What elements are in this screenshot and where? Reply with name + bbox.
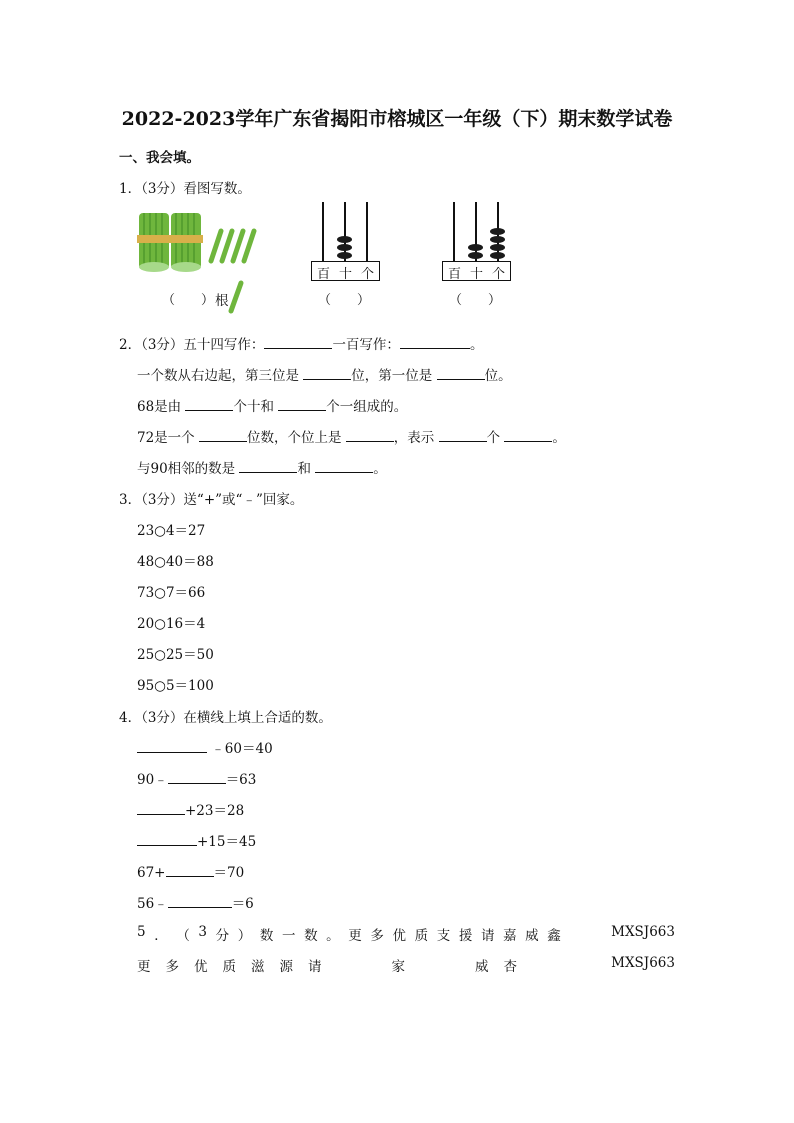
page-title: 2022-2023学年广东省揭阳市榕城区一年级（下）期末数学试卷 — [121, 108, 673, 130]
fill-item-text: ＝70 — [213, 865, 245, 881]
answer-blank[interactable] — [504, 427, 552, 442]
abacus-1-label-hundreds: 百 — [317, 267, 331, 282]
section-heading: 一、我会填。 — [119, 150, 200, 166]
char: 滋 — [251, 959, 265, 975]
equation-item[interactable]: 23○4＝27 — [137, 523, 206, 539]
question-2-text: 与90相邻的数是 — [137, 461, 236, 477]
equation-item[interactable]: 48○40＝88 — [137, 554, 214, 570]
char: 。 — [326, 928, 340, 944]
fill-item — [137, 861, 244, 881]
question-2-line-5 — [137, 457, 387, 477]
char: 3 — [198, 924, 208, 940]
question-5-line-1-chars — [137, 924, 561, 944]
char: 请 — [308, 959, 322, 975]
char: 优 — [194, 959, 208, 975]
char: 质 — [414, 928, 429, 944]
char: 请 — [480, 928, 495, 944]
question-2-text: 一百写作： — [332, 337, 400, 353]
question-2-label: 2．（3分）五十四写作： — [119, 337, 265, 353]
char: 杏 — [503, 959, 517, 975]
equation-item[interactable]: 20○16＝4 — [137, 616, 206, 632]
answer-blank[interactable] — [400, 334, 470, 349]
answer-blank[interactable] — [239, 458, 297, 473]
question-2-line-2 — [137, 364, 512, 384]
char: （ — [176, 928, 190, 944]
char: 数 — [304, 928, 318, 944]
char: 一 — [281, 928, 296, 944]
answer-blank[interactable] — [199, 427, 247, 442]
question-2-text: 。 — [552, 430, 566, 446]
char: 多 — [370, 928, 384, 944]
fill-item-text: 56﹣ — [137, 896, 168, 912]
char: 威 — [525, 928, 539, 944]
question-5-code: MXSJ663 — [611, 924, 675, 940]
question-2-text: 。 — [373, 461, 387, 477]
char: 更 — [137, 959, 151, 975]
char: 支 — [436, 928, 451, 944]
char: 源 — [279, 959, 293, 975]
sticks-answer-unit: 根 — [215, 293, 229, 309]
sticks-answer-paren: （ ） — [162, 293, 215, 308]
question-2-text: ，表示 — [393, 430, 435, 446]
char: 多 — [165, 959, 179, 975]
fill-item — [137, 737, 273, 757]
question-2-text: 个一组成的。 — [326, 399, 408, 415]
question-2-text: 68是由 — [137, 399, 182, 415]
question-2-text: 个十和 — [233, 399, 274, 415]
question-2-text: 位。 — [484, 368, 512, 384]
char: ． — [154, 928, 168, 944]
question-4-label: 4．（3分）在横线上填上合适的数。 — [119, 710, 332, 726]
answer-blank[interactable] — [315, 458, 373, 473]
question-2-text: 。 — [469, 337, 484, 353]
answer-blank[interactable] — [346, 427, 394, 442]
question-2-text: 个 — [486, 430, 501, 446]
question-5-line-2-chars — [137, 955, 517, 975]
abacus-1-label-tens: 十 — [339, 267, 353, 282]
char: 嘉 — [503, 928, 517, 944]
char: 援 — [458, 928, 473, 944]
answer-blank[interactable] — [137, 738, 207, 753]
answer-blank[interactable] — [303, 365, 351, 380]
answer-blank[interactable] — [168, 769, 226, 784]
question-1-label: 1．（3分）看图写数。 — [119, 181, 251, 197]
abacus-2-label-tens: 十 — [470, 267, 484, 282]
char: ） — [237, 928, 252, 944]
question-2-text: 72是一个 — [137, 430, 195, 446]
question-2-line-3 — [137, 395, 407, 415]
fill-item-text: ＝6 — [231, 896, 254, 912]
char: 家 — [391, 959, 405, 975]
fill-item-text: +15＝45 — [197, 834, 257, 850]
fill-item-text: ＝63 — [225, 772, 257, 788]
fill-item-text: 90﹣ — [137, 772, 168, 788]
char: 5 — [137, 924, 146, 940]
answer-blank[interactable] — [137, 800, 185, 815]
equation-item[interactable]: 95○5＝100 — [137, 678, 214, 694]
stick-bundle-1 — [137, 213, 171, 272]
answer-blank[interactable] — [185, 396, 233, 411]
char: 数 — [259, 928, 274, 944]
question-2-text: 和 — [297, 461, 311, 477]
question-2-text: 一个数从右边起，第三位是 — [137, 368, 299, 384]
answer-blank[interactable] — [439, 427, 487, 442]
abacus-1-label-ones: 个 — [361, 267, 375, 282]
question-2-text: 位，第一位是 — [351, 368, 433, 384]
question-3-label: 3．（3分）送“+”或“﹣”回家。 — [119, 492, 304, 508]
char: 鑫 — [547, 928, 561, 944]
abacus-2-answer-paren: （ ） — [449, 293, 502, 308]
question-5-code: MXSJ663 — [611, 955, 675, 971]
question-2-line-4 — [137, 426, 566, 446]
answer-blank[interactable] — [137, 831, 197, 846]
char: 威 — [475, 959, 489, 975]
fill-item — [137, 768, 256, 788]
answer-blank[interactable] — [278, 396, 326, 411]
answer-blank[interactable] — [168, 893, 232, 908]
char: 更 — [348, 928, 362, 944]
fill-item-text: 67+ — [137, 865, 166, 881]
char: 分 — [215, 928, 230, 944]
equation-item[interactable]: 25○25＝50 — [137, 647, 214, 663]
question-2-text: 位数，个位上是 — [246, 430, 342, 446]
fill-item — [137, 892, 254, 912]
answer-blank[interactable] — [264, 334, 332, 349]
fill-item-text: ﹣60＝40 — [211, 741, 273, 757]
char: 质 — [222, 959, 236, 975]
abacus-1-answer-paren: （ ） — [318, 293, 371, 308]
question-2-line-1 — [119, 333, 483, 353]
fill-item — [137, 799, 244, 819]
abacus-2-label-hundreds: 百 — [448, 267, 462, 282]
char: 优 — [392, 928, 406, 944]
answer-blank[interactable] — [166, 862, 214, 877]
abacus-2-label-ones: 个 — [492, 267, 506, 282]
answer-blank[interactable] — [437, 365, 485, 380]
fill-item-text: +23＝28 — [185, 803, 245, 819]
stick-bundle-2 — [169, 213, 203, 272]
equation-item[interactable]: 73○7＝66 — [137, 585, 206, 601]
fill-item — [137, 830, 256, 850]
